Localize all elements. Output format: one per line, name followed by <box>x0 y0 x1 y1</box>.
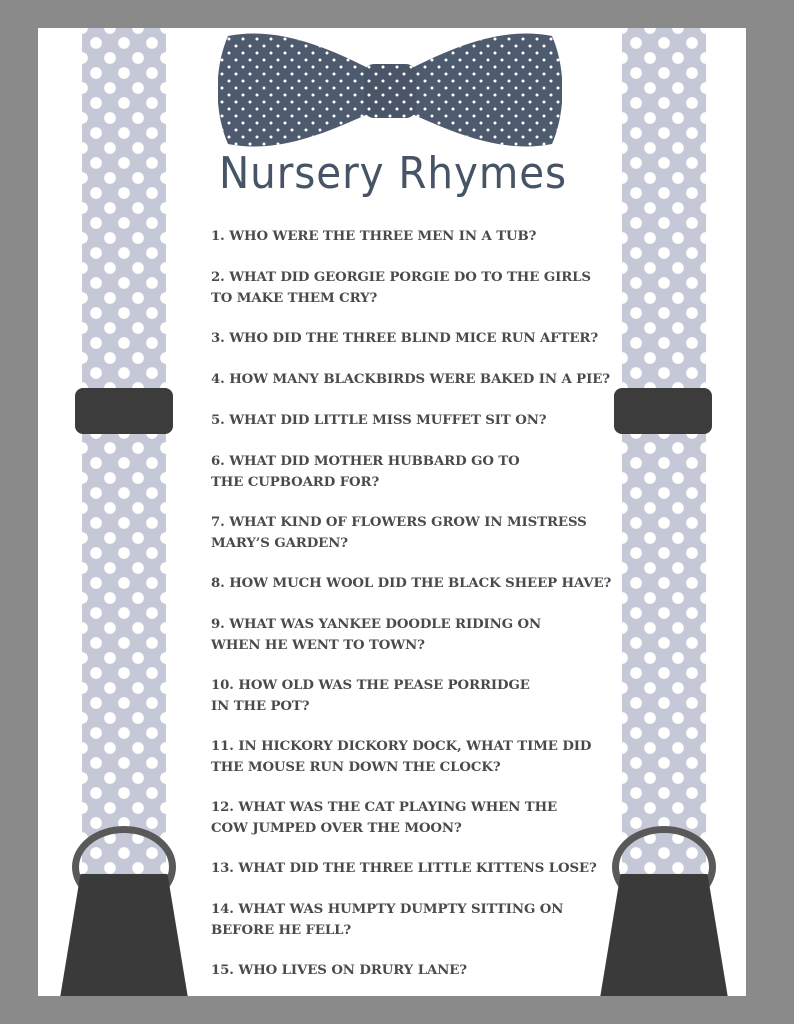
left-suspender-strap <box>82 28 166 874</box>
bowtie-icon <box>218 28 562 152</box>
question-item: 4. HOW MANY BLACKBIRDS WERE BAKED IN A PIE? <box>211 372 610 387</box>
question-item: 14. WHAT WAS HUMPTY DUMPTY SITTING ON BEFORE HE FELL? <box>211 902 564 938</box>
question-item: 9. WHAT WAS YANKEE DOODLE RIDING ON WHEN HE WENT TO TOWN? <box>211 617 542 653</box>
question-item: 3. WHO DID THE THREE BLIND MICE RUN AFTER? <box>211 331 599 346</box>
left-suspender-slider <box>75 388 173 434</box>
question-item: 10. HOW OLD WAS THE PEASE PORRIDGE IN THE POT? <box>211 678 530 714</box>
question-item: 13. WHAT DID THE THREE LITTLE KITTENS LOSE? <box>211 861 597 876</box>
question-item: 8. HOW MUCH WOOL DID THE BLACK SHEEP HAVE? <box>211 576 612 591</box>
right-suspender-slider <box>614 388 712 434</box>
question-item: 11. IN HICKORY DICKORY DOCK, WHAT TIME DID THE MOUSE RUN DOWN THE CLOCK? <box>211 739 592 775</box>
right-suspender-strap <box>622 28 706 874</box>
question-item: 15. WHO LIVES ON DRURY LANE? <box>211 963 467 978</box>
question-item: 7. WHAT KIND OF FLOWERS GROW IN MISTRESS MARY’S GARDEN? <box>211 515 587 551</box>
question-item: 6. WHAT DID MOTHER HUBBARD GO TO THE CUPBOARD FOR? <box>211 454 520 490</box>
game-card <box>38 28 746 996</box>
page-title: Nursery Rhymes <box>218 148 568 199</box>
question-item: 1. WHO WERE THE THREE MEN IN A TUB? <box>211 229 537 244</box>
left-suspender-clip <box>60 874 188 996</box>
question-list <box>211 226 621 996</box>
question-item: 5. WHAT DID LITTLE MISS MUFFET SIT ON? <box>211 413 547 428</box>
question-item: 2. WHAT DID GEORGIE PORGIE DO TO THE GIRLS TO MAKE THEM CRY? <box>211 270 591 306</box>
question-item: 12. WHAT WAS THE CAT PLAYING WHEN THE COW JUMPED OVER THE MOON? <box>211 800 558 836</box>
